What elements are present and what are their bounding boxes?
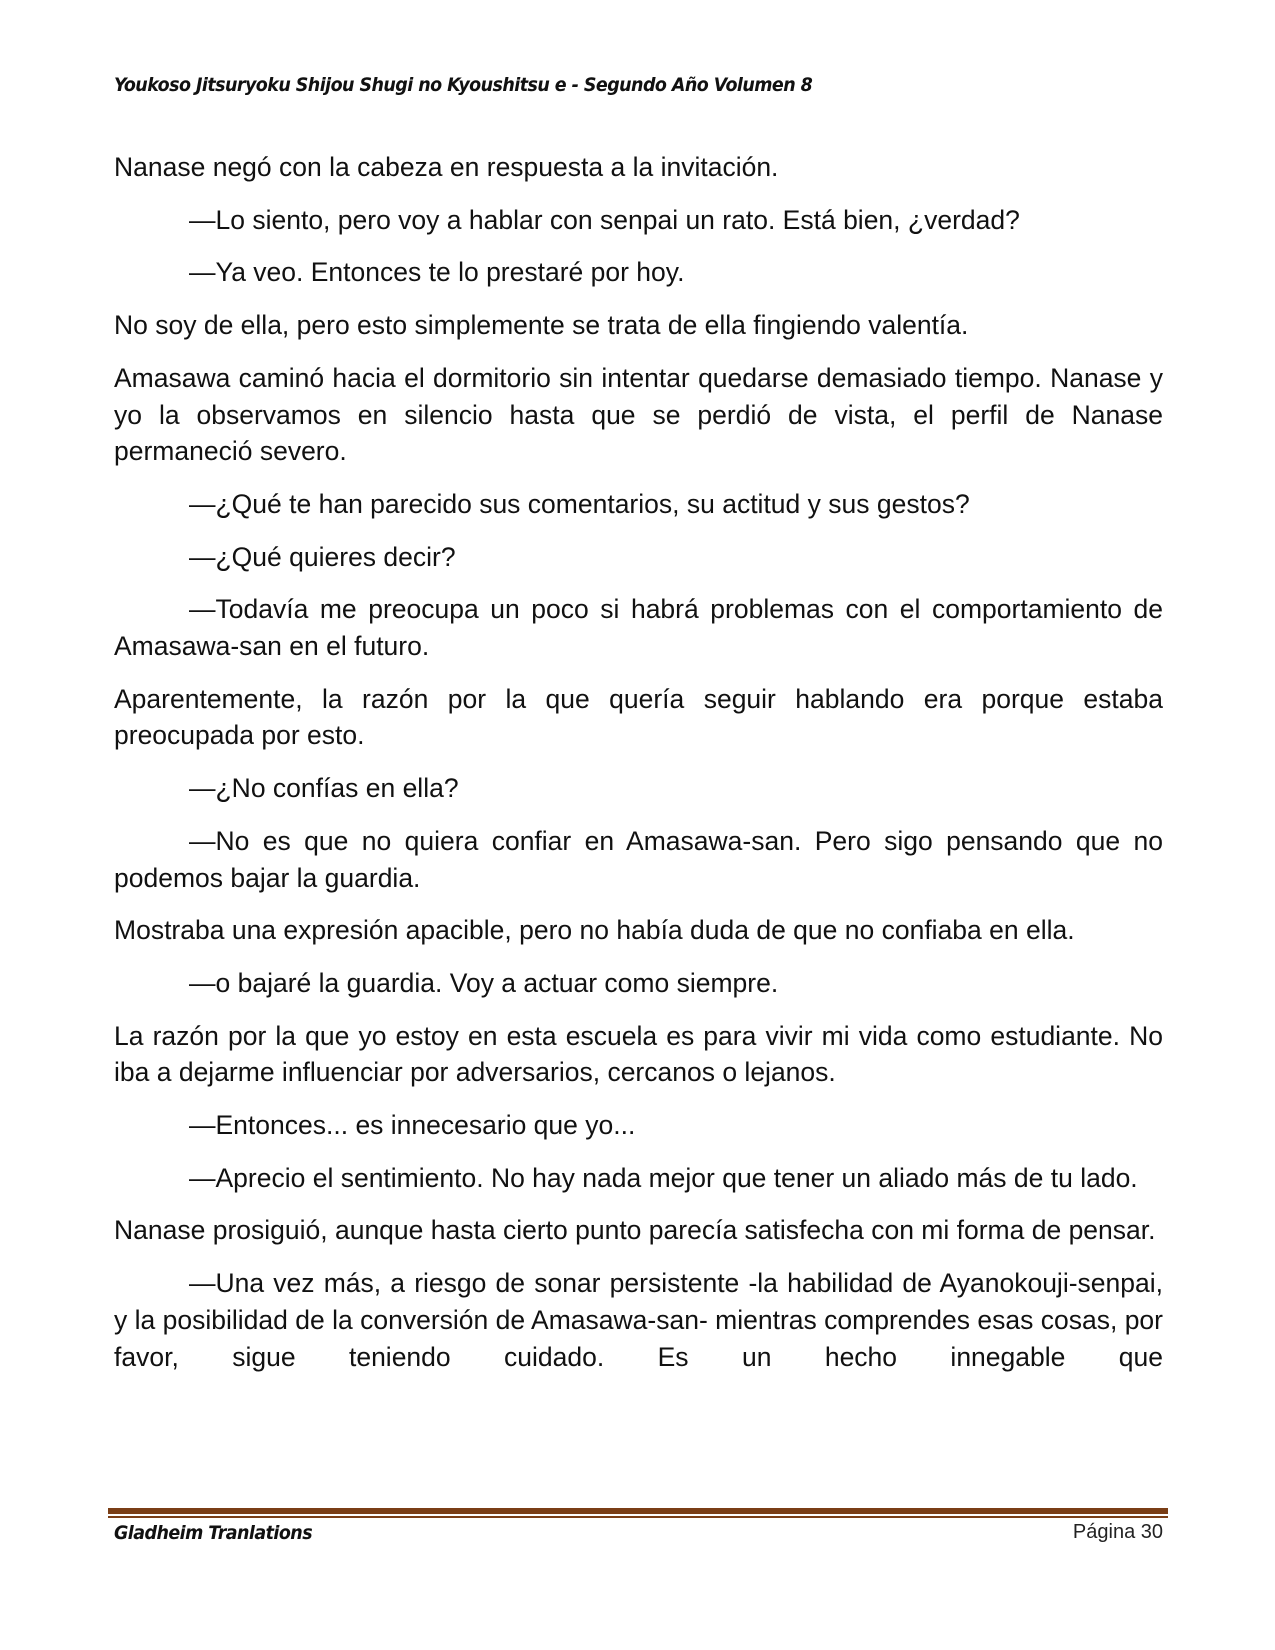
paragraph-dialogue: —¿No confías en ella? [189, 773, 459, 804]
paragraph-narration: La razón por la que yo estoy en esta escuela es para vivir mi vida como estudiante. No iba a dejarme influenciar por adversarios, cercanos o lejanos. [114, 1020, 1163, 1088]
paragraph-narration: Mostraba una expresión apacible, pero no había duda de que no confiaba en ella. [114, 915, 1075, 946]
page-number: Página 30 [1072, 1521, 1163, 1543]
paragraph-dialogue: —Una vez más, a riesgo de sonar persistente -la habilidad de Ayanokouji-senpai, y la posibilidad de la conversión de Amasawa-san- mientras comprendes esas cosas, por favor, sigue teniendo cuidado. Es un hecho innegable que [114, 1268, 1163, 1372]
body-text [114, 149, 1163, 1391]
paragraph-dialogue: —Entonces... es innecesario que yo... [189, 1110, 636, 1141]
paragraph-dialogue: —Ya veo. Entonces te lo prestaré por hoy. [189, 257, 685, 288]
paragraph-dialogue: —Aprecio el sentimiento. No hay nada mejor que tener un aliado más de tu lado. [189, 1162, 1138, 1193]
footer-publisher: Gladheim Tranlations [114, 1522, 313, 1544]
paragraph-dialogue: —¿Qué quieres decir? [189, 541, 456, 572]
paragraph-dialogue: —Lo siento, pero voy a hablar con senpai un rato. Está bien, ¿verdad? [189, 204, 1020, 235]
footer-rule-thin [108, 1516, 1168, 1518]
paragraph-dialogue: —No es que no quiera confiar en Amasawa-san. Pero sigo pensando que no podemos bajar la guardia. [114, 825, 1163, 893]
running-header: Youkoso Jitsuryoku Shijou Shugi no Kyoushitsu e - Segundo Año Volumen 8 [114, 74, 813, 96]
paragraph-narration: Aparentemente, la razón por la que quería seguir hablando era porque estaba preocupada por esto. [114, 683, 1163, 751]
paragraph-narration: No soy de ella, pero esto simplemente se trata de ella fingiendo valentía. [114, 310, 969, 341]
paragraph-narration: Amasawa caminó hacia el dormitorio sin intentar quedarse demasiado tiempo. Nanase y yo la observamos en silencio hasta que se perdió de vista, el perfil de Nanase permaneció severo. [114, 362, 1163, 467]
paragraph-dialogue: —o bajaré la guardia. Voy a actuar como siempre. [189, 967, 779, 998]
paragraph-narration: Nanase prosiguió, aunque hasta cierto punto parecía satisfecha con mi forma de pensar. [114, 1215, 1156, 1246]
paragraph-dialogue: —Todavía me preocupa un poco si habrá problemas con el comportamiento de Amasawa-san en el futuro. [114, 594, 1163, 662]
paragraph-narration: Nanase negó con la cabeza en respuesta a la invitación. [114, 152, 779, 182]
footer-rule-thick [108, 1508, 1168, 1514]
footer-rule [108, 1508, 1168, 1519]
paragraph-dialogue: —¿Qué te han parecido sus comentarios, su actitud y sus gestos? [189, 488, 970, 519]
